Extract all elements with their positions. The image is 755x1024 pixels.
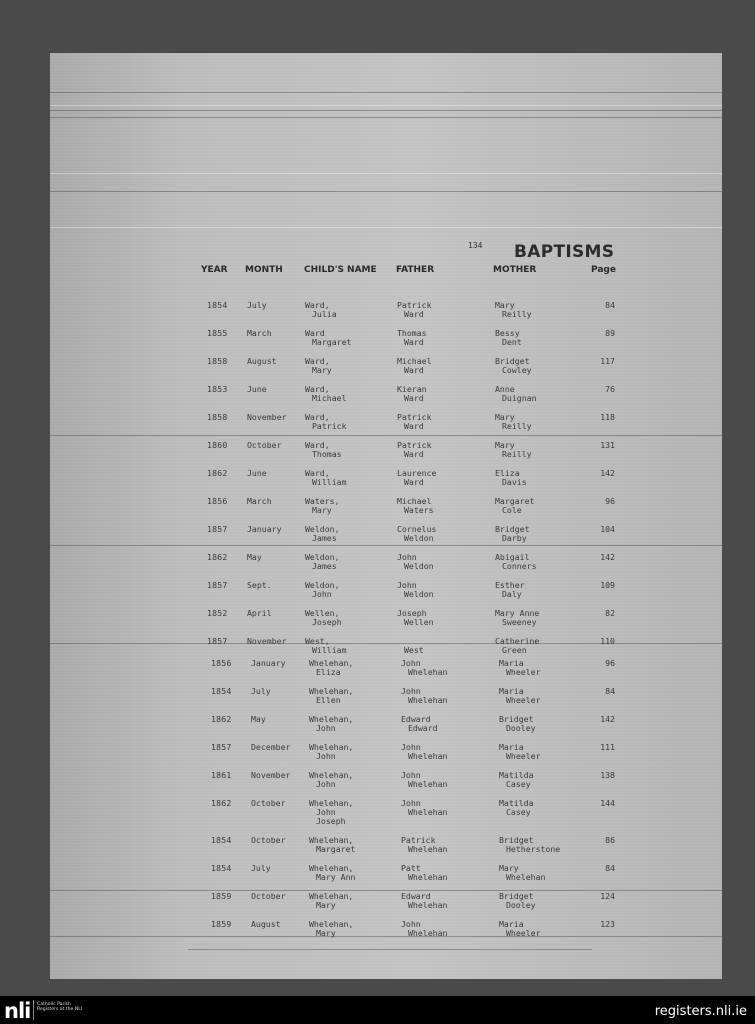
child-given-name-cell: Joseph: [312, 617, 342, 627]
year-cell: 1854: [207, 300, 228, 310]
footer-bar: [0, 996, 755, 1024]
child-given-name-cell: John: [316, 807, 336, 817]
father-surname-cell: Whelehan: [408, 751, 448, 761]
child-given-name-cell: Patrick: [312, 421, 347, 431]
mother-first-name-cell: Bessy: [495, 328, 520, 338]
father-surname-cell: Weldon: [404, 533, 434, 543]
page-ref-cell: 82: [605, 608, 615, 618]
mother-surname-cell: Dooley: [506, 723, 536, 733]
logo-caption: Catholic Parish Registers at the NLI: [37, 1002, 83, 1013]
mother-surname-cell: Casey: [506, 807, 531, 817]
month-cell: November: [247, 412, 287, 422]
mother-surname-cell: Dent: [502, 337, 522, 347]
child-surname-cell: Ward,: [305, 300, 330, 310]
month-cell: January: [247, 524, 282, 534]
mother-surname-cell: Wheeler: [506, 751, 541, 761]
child-given-name-cell: Margaret: [316, 844, 356, 854]
father-first-name-cell: John: [401, 686, 421, 696]
month-cell: November: [247, 636, 287, 646]
page-ref-cell: 124: [600, 891, 615, 901]
child-surname-cell: West,: [305, 636, 330, 646]
mother-surname-cell: Cole: [502, 505, 522, 515]
mother-surname-cell: Wheeler: [506, 928, 541, 938]
month-cell: April: [247, 608, 272, 618]
month-cell: May: [247, 552, 262, 562]
mother-first-name-cell: Bridget: [499, 835, 534, 845]
child-second-name-cell: Joseph: [316, 816, 346, 826]
mother-surname-cell: Reilly: [502, 449, 532, 459]
month-cell: November: [251, 770, 291, 780]
mother-first-name-cell: Anne: [495, 384, 515, 394]
mother-surname-cell: Cowley: [502, 365, 532, 375]
nli-logo[interactable]: nli: [4, 999, 31, 1023]
page-ref-cell: 118: [600, 412, 615, 422]
month-cell: January: [251, 658, 286, 668]
column-header-childs-name: CHILD'S NAME: [304, 265, 377, 275]
mother-surname-cell: Conners: [502, 561, 537, 571]
column-header-year: YEAR: [201, 265, 228, 275]
month-cell: May: [251, 714, 266, 724]
child-surname-cell: Weldon,: [305, 524, 340, 534]
page-ref-cell: 138: [600, 770, 615, 780]
month-cell: Sept.: [247, 580, 272, 590]
mother-surname-cell: Wheeler: [506, 667, 541, 677]
father-surname-cell: Wellen: [404, 617, 434, 627]
child-given-name-cell: William: [312, 477, 347, 487]
child-surname-cell: Ward,: [305, 356, 330, 366]
page-ref-cell: 123: [600, 919, 615, 929]
site-url-link[interactable]: registers.nli.ie: [654, 1004, 747, 1019]
father-first-name-cell: Laurence: [397, 468, 437, 478]
child-surname-cell: Wellen,: [305, 608, 340, 618]
page-ref-cell: 111: [600, 742, 615, 752]
month-cell: August: [247, 356, 277, 366]
mother-surname-cell: Reilly: [502, 309, 532, 319]
child-given-name-cell: Mary Ann: [316, 872, 356, 882]
year-cell: 1855: [207, 328, 228, 338]
father-first-name-cell: Patrick: [397, 300, 432, 310]
year-cell: 1862: [207, 468, 228, 478]
year-cell: 1861: [211, 770, 232, 780]
month-cell: March: [247, 328, 272, 338]
child-given-name-cell: Thomas: [312, 449, 342, 459]
column-header-month: MONTH: [245, 265, 283, 275]
mother-surname-cell: Dooley: [506, 900, 536, 910]
year-cell: 1862: [207, 552, 228, 562]
father-surname-cell: Ward: [404, 337, 424, 347]
mother-first-name-cell: Matilda: [499, 798, 534, 808]
child-given-name-cell: John: [316, 723, 336, 733]
column-header-page: Page: [591, 265, 616, 275]
scan-artifact-line: [50, 435, 722, 436]
year-cell: 1862: [211, 798, 232, 808]
father-surname-cell: Weldon: [404, 589, 434, 599]
child-given-name-cell: Mary: [312, 365, 332, 375]
mother-surname-cell: Green: [502, 645, 527, 655]
child-given-name-cell: John: [312, 589, 332, 599]
scan-artifact-line: [50, 936, 722, 937]
child-surname-cell: Whelehan,: [309, 798, 354, 808]
year-cell: 1857: [207, 580, 228, 590]
child-given-name-cell: Margaret: [312, 337, 352, 347]
mother-first-name-cell: Catherine: [495, 636, 540, 646]
mother-surname-cell: Casey: [506, 779, 531, 789]
father-surname-cell: Ward: [404, 477, 424, 487]
mother-first-name-cell: Abigail: [495, 552, 530, 562]
scan-artifact-line: [50, 117, 722, 118]
father-first-name-cell: Patt: [401, 863, 421, 873]
month-cell: October: [251, 835, 286, 845]
month-cell: July: [251, 863, 271, 873]
mother-first-name-cell: Mary: [495, 440, 515, 450]
year-cell: 1853: [207, 384, 228, 394]
father-surname-cell: Edward: [408, 723, 438, 733]
year-cell: 1858: [207, 356, 228, 366]
mother-first-name-cell: Esther: [495, 580, 525, 590]
child-surname-cell: Weldon,: [305, 552, 340, 562]
mother-surname-cell: Whelehan: [506, 872, 546, 882]
column-header-mother: MOTHER: [493, 265, 537, 275]
scan-artifact-line: [50, 191, 722, 192]
child-given-name-cell: Eliza: [316, 667, 341, 677]
child-given-name-cell: William: [312, 645, 347, 655]
father-surname-cell: Ward: [404, 421, 424, 431]
year-cell: 1856: [207, 496, 228, 506]
child-surname-cell: Whelehan,: [309, 686, 354, 696]
father-first-name-cell: Michael: [397, 496, 432, 506]
father-first-name-cell: Edward: [401, 714, 431, 724]
mother-first-name-cell: Margaret: [495, 496, 535, 506]
month-cell: June: [247, 468, 267, 478]
logo-divider: [33, 1000, 34, 1020]
scan-artifact-line: [50, 173, 722, 174]
month-cell: October: [251, 798, 286, 808]
child-given-name-cell: Mary: [316, 900, 336, 910]
year-cell: 1857: [207, 524, 228, 534]
child-given-name-cell: James: [312, 533, 337, 543]
child-given-name-cell: John: [316, 751, 336, 761]
page-ref-cell: 131: [600, 440, 615, 450]
child-surname-cell: Waters,: [305, 496, 340, 506]
father-first-name-cell: Thomas: [397, 328, 427, 338]
father-first-name-cell: John: [397, 580, 417, 590]
page-ref-cell: 76: [605, 384, 615, 394]
father-surname-cell: Whelehan: [408, 900, 448, 910]
month-cell: July: [251, 686, 271, 696]
page-ref-cell: 109: [600, 580, 615, 590]
father-first-name-cell: John: [401, 658, 421, 668]
child-surname-cell: Whelehan,: [309, 770, 354, 780]
year-cell: 1857: [207, 636, 228, 646]
register-page-scan: [50, 53, 722, 979]
child-surname-cell: Ward,: [305, 412, 330, 422]
mother-first-name-cell: Bridget: [495, 524, 530, 534]
father-surname-cell: Whelehan: [408, 779, 448, 789]
father-surname-cell: Ward: [404, 393, 424, 403]
page-ref-cell: 104: [600, 524, 615, 534]
page-title: BAPTISMS: [514, 242, 615, 262]
month-cell: December: [251, 742, 291, 752]
child-given-name-cell: Julia: [312, 309, 337, 319]
father-surname-cell: Whelehan: [408, 844, 448, 854]
child-surname-cell: Ward,: [305, 384, 330, 394]
father-first-name-cell: Kieran: [397, 384, 427, 394]
father-first-name-cell: Michael: [397, 356, 432, 366]
month-cell: March: [247, 496, 272, 506]
page-ref-cell: 96: [605, 496, 615, 506]
father-first-name-cell: Patrick: [397, 440, 432, 450]
scan-artifact-line: [50, 227, 722, 228]
child-given-name-cell: Michael: [312, 393, 347, 403]
page-ref-cell: 89: [605, 328, 615, 338]
column-header-father: FATHER: [396, 265, 435, 275]
mother-surname-cell: Duignan: [502, 393, 537, 403]
scan-artifact-line: [50, 105, 722, 106]
mother-first-name-cell: Bridget: [499, 891, 534, 901]
father-surname-cell: Whelehan: [408, 928, 448, 938]
father-first-name-cell: John: [401, 798, 421, 808]
page-ref-cell: 110: [600, 636, 615, 646]
father-surname-cell: Weldon: [404, 561, 434, 571]
father-surname-cell: Waters: [404, 505, 434, 515]
mother-first-name-cell: Mary Anne: [495, 608, 540, 618]
mother-surname-cell: Hetherstone: [506, 844, 561, 854]
father-first-name-cell: Joseph: [397, 608, 427, 618]
year-cell: 1857: [211, 742, 232, 752]
father-first-name-cell: John: [401, 919, 421, 929]
father-first-name-cell: John: [401, 742, 421, 752]
child-surname-cell: Whelehan,: [309, 919, 354, 929]
mother-first-name-cell: Maria: [499, 742, 524, 752]
child-surname-cell: Whelehan,: [309, 714, 354, 724]
child-surname-cell: Whelehan,: [309, 658, 354, 668]
month-cell: August: [251, 919, 281, 929]
child-surname-cell: Whelehan,: [309, 835, 354, 845]
page-ref-cell: 142: [600, 714, 615, 724]
mother-first-name-cell: Maria: [499, 658, 524, 668]
mother-first-name-cell: Eliza: [495, 468, 520, 478]
scan-artifact-line: [50, 110, 722, 111]
mother-first-name-cell: Bridget: [499, 714, 534, 724]
father-first-name-cell: Cornelus: [397, 524, 437, 534]
child-surname-cell: Ward,: [305, 468, 330, 478]
mother-first-name-cell: Bridget: [495, 356, 530, 366]
year-cell: 1854: [211, 835, 232, 845]
page-ref-cell: 117: [600, 356, 615, 366]
mother-first-name-cell: Matilda: [499, 770, 534, 780]
father-surname-cell: West: [404, 645, 424, 655]
father-surname-cell: Whelehan: [408, 695, 448, 705]
father-surname-cell: Ward: [404, 365, 424, 375]
child-surname-cell: Ward,: [305, 440, 330, 450]
year-cell: 1856: [211, 658, 232, 668]
mother-first-name-cell: Mary: [499, 863, 519, 873]
year-cell: 1852: [207, 608, 228, 618]
mother-first-name-cell: Maria: [499, 919, 524, 929]
month-cell: July: [247, 300, 267, 310]
scan-artifact-line: [50, 545, 722, 546]
bottom-rule: [188, 949, 592, 950]
mother-surname-cell: Wheeler: [506, 695, 541, 705]
page-ref-cell: 86: [605, 835, 615, 845]
month-cell: October: [251, 891, 286, 901]
father-surname-cell: Ward: [404, 449, 424, 459]
scan-artifact-line: [50, 92, 722, 93]
child-surname-cell: Weldon,: [305, 580, 340, 590]
scan-artifact-line: [50, 643, 722, 644]
month-cell: October: [247, 440, 282, 450]
child-given-name-cell: James: [312, 561, 337, 571]
father-first-name-cell: John: [397, 552, 417, 562]
year-cell: 1860: [207, 440, 228, 450]
page-ref-cell: 142: [600, 468, 615, 478]
mother-surname-cell: Darby: [502, 533, 527, 543]
father-first-name-cell: John: [401, 770, 421, 780]
father-first-name-cell: Patrick: [397, 412, 432, 422]
father-first-name-cell: Patrick: [401, 835, 436, 845]
page-ref-cell: 84: [605, 686, 615, 696]
child-given-name-cell: Mary: [312, 505, 332, 515]
mother-surname-cell: Sweeney: [502, 617, 537, 627]
mother-surname-cell: Reilly: [502, 421, 532, 431]
year-cell: 1854: [211, 863, 232, 873]
page-ref-cell: 142: [600, 552, 615, 562]
page-ref-cell: 84: [605, 300, 615, 310]
father-surname-cell: Whelehan: [408, 667, 448, 677]
month-cell: June: [247, 384, 267, 394]
page-ref-cell: 84: [605, 863, 615, 873]
mother-first-name-cell: Mary: [495, 300, 515, 310]
child-surname-cell: Whelehan,: [309, 742, 354, 752]
mother-surname-cell: Davis: [502, 477, 527, 487]
scan-artifact-line: [50, 890, 722, 891]
father-surname-cell: Whelehan: [408, 872, 448, 882]
child-given-name-cell: Ellen: [316, 695, 341, 705]
year-cell: 1858: [207, 412, 228, 422]
father-surname-cell: Ward: [404, 309, 424, 319]
father-surname-cell: Whelehan: [408, 807, 448, 817]
page-ref-cell: 96: [605, 658, 615, 668]
child-given-name-cell: John: [316, 779, 336, 789]
child-surname-cell: Whelehan,: [309, 863, 354, 873]
year-cell: 1859: [211, 919, 232, 929]
year-cell: 1859: [211, 891, 232, 901]
child-given-name-cell: Mary: [316, 928, 336, 938]
father-first-name-cell: Edward: [401, 891, 431, 901]
child-surname-cell: Ward: [305, 328, 325, 338]
register-page-number: 134: [468, 241, 483, 250]
mother-surname-cell: Daly: [502, 589, 522, 599]
year-cell: 1862: [211, 714, 232, 724]
mother-first-name-cell: Mary: [495, 412, 515, 422]
child-surname-cell: Whelehan,: [309, 891, 354, 901]
mother-first-name-cell: Maria: [499, 686, 524, 696]
page-ref-cell: 144: [600, 798, 615, 808]
year-cell: 1854: [211, 686, 232, 696]
